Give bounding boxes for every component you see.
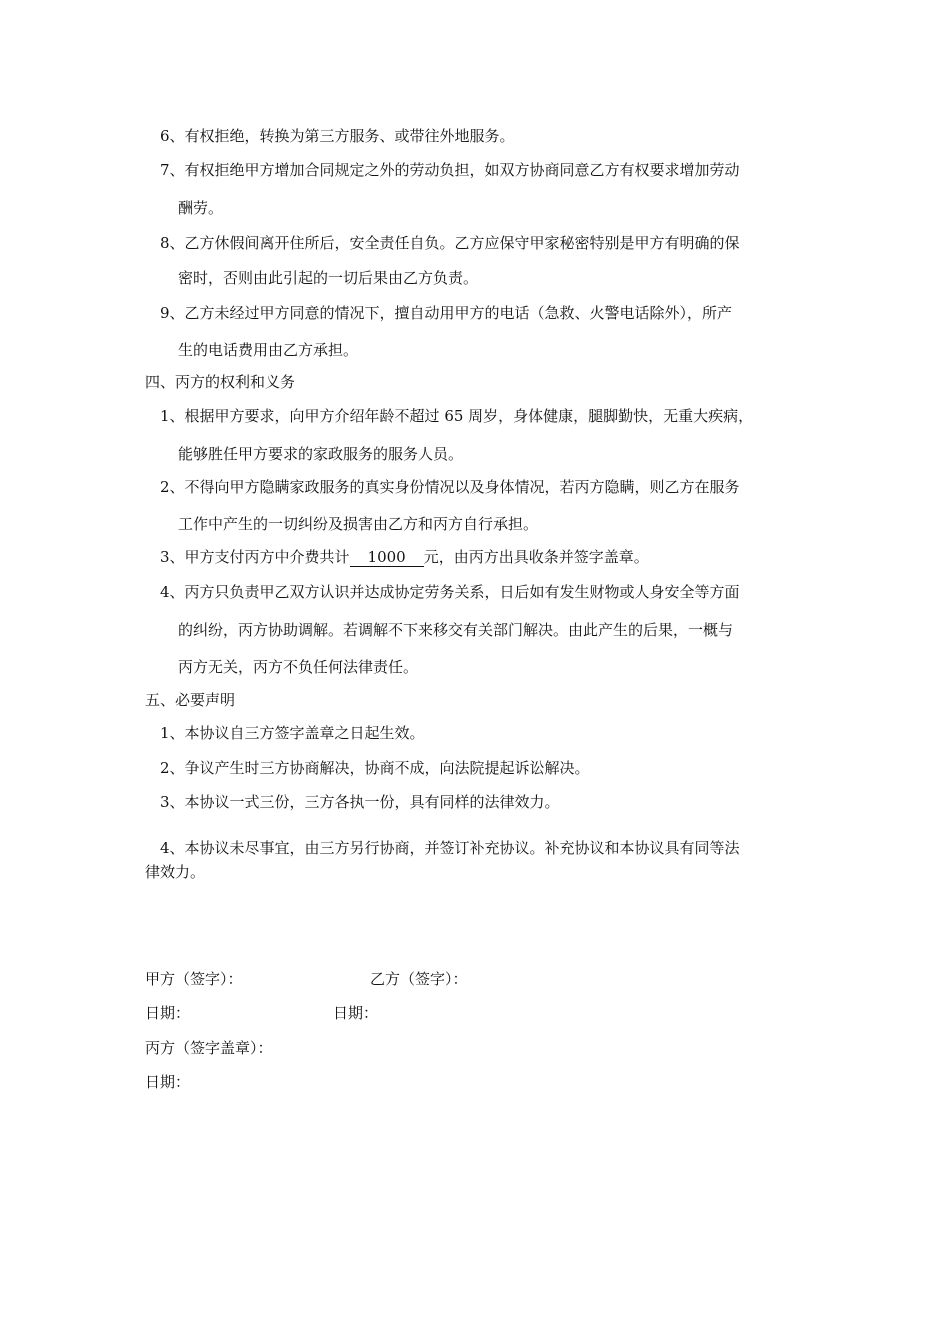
clause-text-prefix: 3、甲方支付丙方中介费共计 [160, 548, 350, 566]
party-a-signature-label: 甲方（签字）： [145, 970, 243, 988]
section-heading-4: 四、丙方的权利和义务 [145, 373, 296, 391]
clause-4-2: 2、不得向甲方隐瞒家政服务的真实身份情况以及身体情况，若丙方隐瞒，则乙方在服务 [160, 478, 740, 496]
clause-4-4: 4、丙方只负责甲乙双方认识并达成协定劳务关系，日后如有发生财物或人身安全等方面 [160, 583, 740, 601]
party-b-date-label: 日期： [333, 1004, 379, 1022]
party-c-signature-label: 丙方（签字盖章）： [145, 1039, 273, 1057]
clause-text: 乙方休假间离开住所后，安全责任自负。乙方应保守甲家秘密特别是甲方有明确的保 [184, 234, 740, 252]
clause-4-1-cont: 能够胜任甲方要求的家政服务的服务人员。 [178, 445, 464, 463]
clause-number: 6、 [160, 127, 185, 145]
clause-text-suffix: 元，由丙方出具收条并签字盖章。 [423, 548, 649, 566]
clause-7-cont: 酬劳。 [178, 199, 224, 217]
clause-5-3: 3、本协议一式三份，三方各执一份，具有同样的法律效力。 [160, 793, 560, 811]
clause-5-1: 1、本协议自三方签字盖章之日起生效。 [160, 724, 425, 742]
clause-number: 9、 [160, 304, 185, 322]
clause-4-1: 1、根据甲方要求，向甲方介绍年龄不超过 65 周岁，身体健康，腿脚勤快，无重大疾病， [160, 407, 754, 425]
clause-4-4-cont-2: 丙方无关，丙方不负任何法律责任。 [178, 658, 419, 676]
clause-9-cont: 生的电话费用由乙方承担。 [178, 341, 359, 359]
clause-4-3 [160, 547, 649, 567]
clause-number: 8、 [160, 234, 185, 252]
party-b-signature-label: 乙方（签字）： [370, 970, 468, 988]
clause-9 [160, 303, 732, 323]
clause-6 [160, 126, 515, 146]
clause-4-4-cont-1: 的纠纷，丙方协助调解。若调解不下来移交有关部门解决。由此产生的后果，一概与 [178, 621, 734, 639]
clause-5-4-cont: 律效力。 [145, 863, 206, 881]
clause-number: 7、 [160, 161, 185, 179]
clause-4-2-cont: 工作中产生的一切纠纷及损害由乙方和丙方自行承担。 [178, 515, 539, 533]
clause-7 [160, 160, 740, 180]
clause-text: 乙方未经过甲方同意的情况下，擅自动用甲方的电话（急救、火警电话除外），所产 [184, 304, 733, 322]
party-a-date-label: 日期： [145, 1004, 191, 1022]
clause-5-2: 2、争议产生时三方协商解决，协商不成，向法院提起诉讼解决。 [160, 759, 590, 777]
clause-8-cont: 密时，否则由此引起的一切后果由乙方负责。 [178, 269, 479, 287]
clause-5-4: 4、本协议未尽事宜，由三方另行协商，并签订补充协议。补充协议和本协议具有同等法 [160, 839, 740, 857]
clause-8 [160, 233, 740, 253]
fee-amount: 1000 [350, 548, 424, 567]
clause-text: 有权拒绝，转换为第三方服务、或带往外地服务。 [184, 127, 515, 145]
party-c-date-label: 日期： [145, 1073, 191, 1091]
section-heading-5: 五、必要声明 [145, 691, 236, 709]
clause-text: 有权拒绝甲方增加合同规定之外的劳动负担，如双方协商同意乙方有权要求增加劳动 [184, 161, 740, 179]
